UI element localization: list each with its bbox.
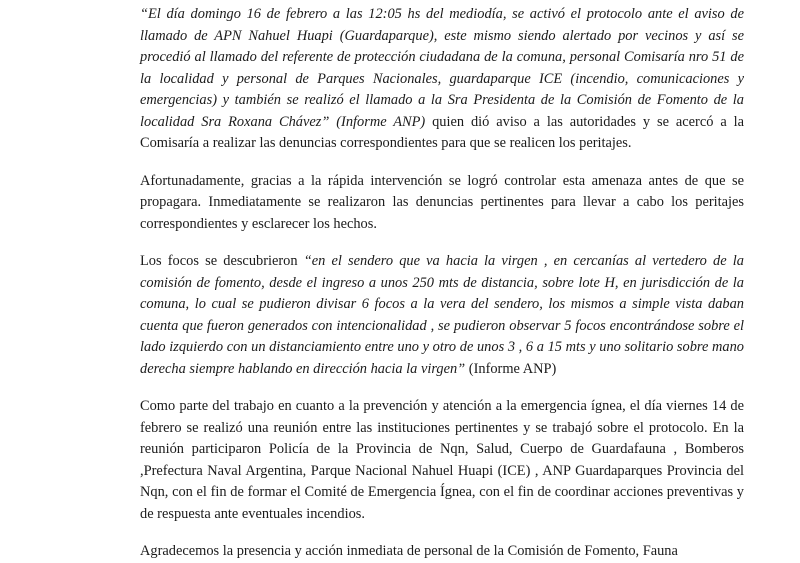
- paragraph-segment-intervencion: Afortunadamente, gracias a la rápida intervención se logró controlar esta amenaza antes de que se propagara. Inmediatamente se realizaron las denuncias pertinentes para llevar a cabo los peritajes correspondientes y esclarecer los hechos.: [140, 172, 744, 232]
- paragraph-focos: [140, 251, 744, 380]
- paragraph-intervencion: [140, 171, 744, 236]
- paragraph-segment-focos-intro: Los focos se descubrieron: [140, 253, 304, 269]
- paragraph-segment-followup: quien dió aviso a las autoridades y se acercó a la Comisaría a realizar las denuncias correspondientes para que se realicen los peritajes.: [140, 113, 744, 151]
- paragraph-segment-reunion: Como parte del trabajo en cuanto a la prevención y atención a la emergencia ígnea, el día viernes 14 de febrero se realizó una reunión entre las instituciones pertinentes y se trabajó sobre el protocolo. En la reunión participaron Policía de la Provincia de Nqn, Salud, Cuerpo de Guardafauna , Bomberos ,Prefectura Naval Argentina, Parque Nacional Nahuel Huapi (ICE) , ANP Guardaparques Provincia del Nqn, con el fin de formar el Comité de Emergencia Ígnea, con el fin de coordinar acciones preventivas y de respuesta ante eventuales incendios.: [140, 398, 744, 522]
- paragraph-agradecimiento: [140, 541, 744, 563]
- paragraph-reunion: [140, 396, 744, 525]
- paragraph-segment-quote: “El día domingo 16 de febrero a las 12:05 hs del mediodía, se activó el protocolo ante el aviso de llamado de APN Nahuel Huapi (Guardaparque), este mismo siendo alertado por vecinos y así se procedió al llamado del referente de protección ciudadana de la comuna, personal Comisaría nro 51 de la localidad y personal de Parques Nacionales, guardaparque ICE (incendio, comunicaciones y emergencias) y también se realizó el llamado a la Sra Presidenta de la Comisión de Fomento de la localidad Sra Roxana Chávez” (Informe ANP): [140, 6, 744, 130]
- paragraph-segment-focos-source: (Informe ANP): [465, 360, 557, 377]
- paragraph-segment-agradecimiento: Agradecemos la presencia y acción inmediata de personal de la Comisión de Fomento, Fauna: [140, 543, 678, 559]
- paragraph-segment-focos-quote: “en el sendero que va hacia la virgen , en cercanías al vertedero de la comisión de fomento, desde el ingreso a unos 250 mts de distancia, sobre lote H, en jurisdicción de la comuna, lo cual se pudieron divisar 6 focos a la vera del sendero, los mismos a simple vista daban cuenta que fueron generados con intencionalidad , se pudieron observar 5 focos encontrándose sobre el lado izquierdo con un distanciamiento entre uno y otro de unos 3 , 6 a 15 mts y uno solitario sobre mano derecha siempre hablando en dirección hacia la virgen”: [140, 253, 744, 377]
- paragraph-quote-protocol: [140, 4, 744, 155]
